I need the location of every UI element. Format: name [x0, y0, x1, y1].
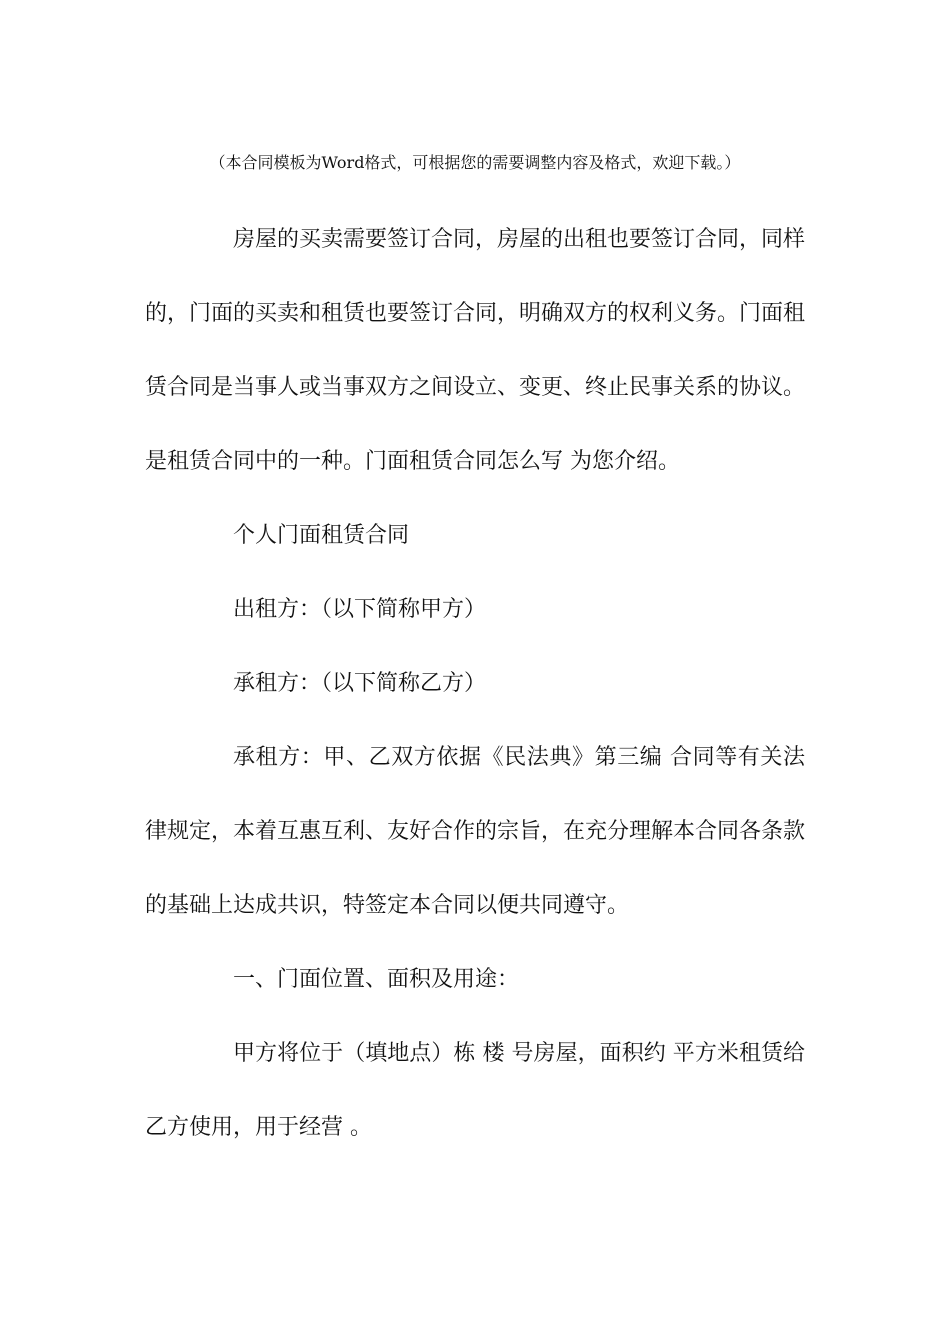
agreement-basis-paragraph: 承租方：甲、乙双方依据《民法典》第三编 合同等有关法律规定，本着互惠互利、友好合作的宗旨，在充分理解本合同各条款的基础上达成共识，特签定本合同以便共同遵守。 — [145, 745, 806, 918]
document-body — [145, 203, 805, 1165]
section-heading-location: 一、门面位置、面积及用途： — [233, 967, 520, 992]
lessee-line: 承租方：（以下简称乙方） — [233, 671, 487, 696]
template-note: （本合同模板为Word格式，可根据您的需要调整内容及格式，欢迎下载。） — [209, 153, 741, 172]
lessor-line: 出租方：（以下简称甲方） — [233, 597, 487, 622]
intro-paragraph: 房屋的买卖需要签订合同，房屋的出租也要签订合同，同样的，门面的买卖和租赁也要签订合同，明确双方的权利义务。门面租赁合同是当事人或当事双方之间设立、变更、终止民事关系的协议。是租赁合同中的一种。门面租赁合同怎么写 为您介绍。 — [145, 227, 806, 474]
location-clause-paragraph: 甲方将位于（填地点）栋 楼 号房屋，面积约 平方米租赁给乙方使用，用于经营 。 — [145, 1041, 805, 1140]
contract-title: 个人门面租赁合同 — [233, 523, 410, 548]
